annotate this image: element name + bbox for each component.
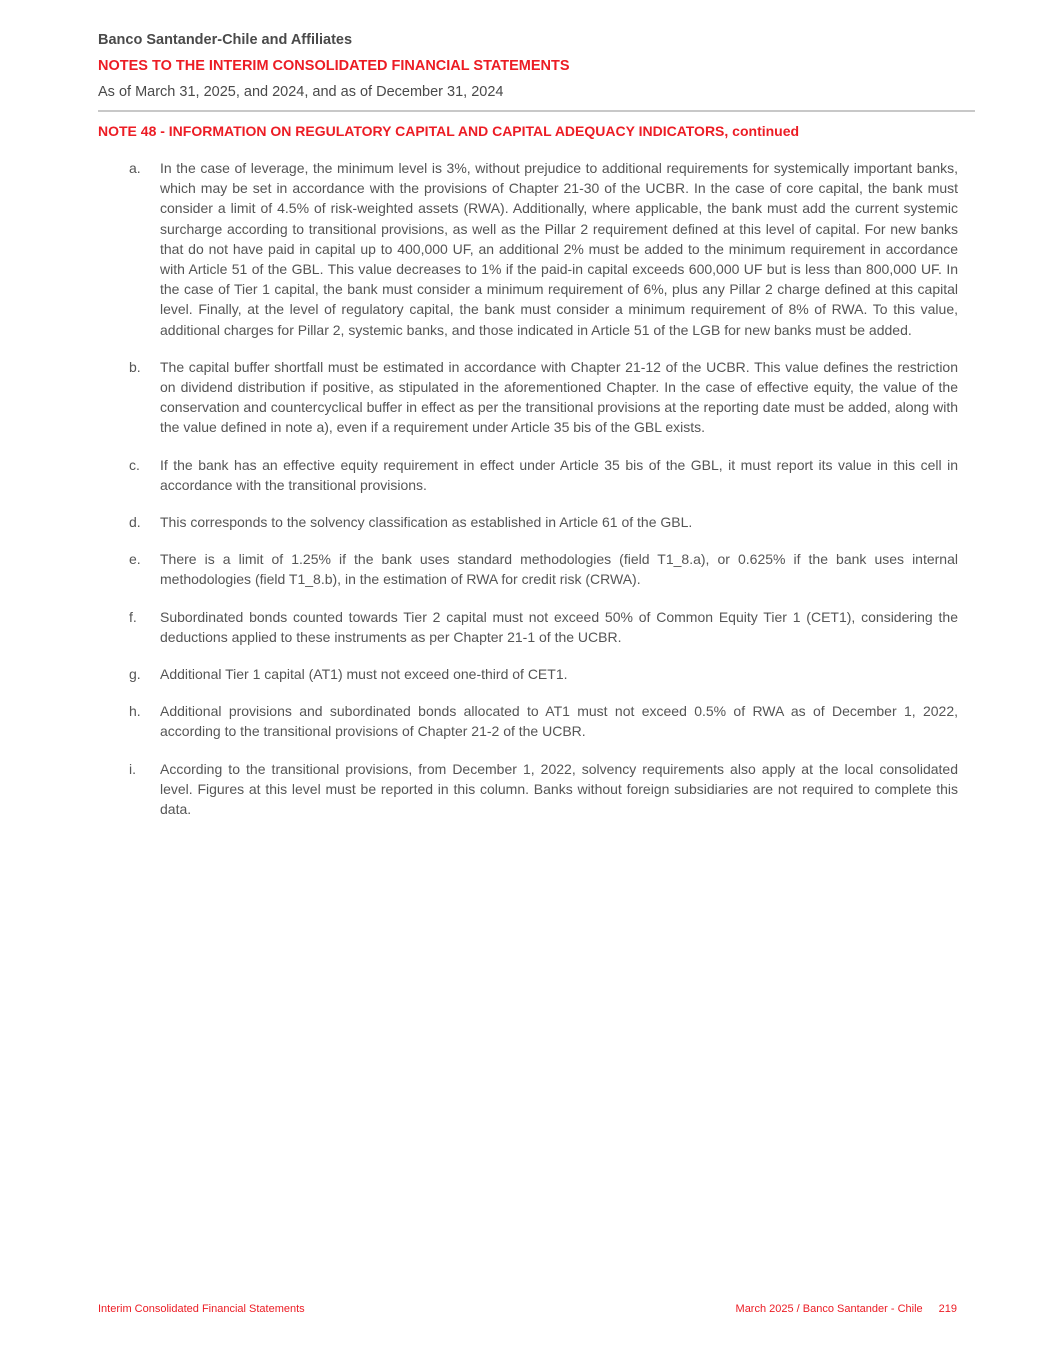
note-item xyxy=(98,701,958,741)
footer-right xyxy=(736,1301,957,1317)
note-letter: i. xyxy=(129,760,136,777)
footer-period: March 2025 / Banco Santander - Chile xyxy=(735,1303,923,1315)
note-item xyxy=(98,455,958,495)
note-item xyxy=(98,664,958,684)
document-title: NOTES TO THE INTERIM CONSOLIDATED FINANCIAL STATEMENTS xyxy=(98,58,570,74)
page-number: 219 xyxy=(938,1303,957,1315)
note-text: The capital buffer shortfall must be estimated in accordance with Chapter 21-12 of the UCBR. This value defines the restriction on dividend distribution if positive, as stipulated in the aforementioned Chapter. In the case of effective equity, the value of the conservation and countercyclical buffer in effect as per the transitional provisions at the reporting date must be added, along with the value defined in note a), even if a requirement under Article 35 bis of the GBL exists. xyxy=(160,358,958,436)
notes-list xyxy=(98,158,958,836)
note-letter: a. xyxy=(129,160,141,176)
note-letter: d. xyxy=(129,514,141,531)
header-divider xyxy=(98,110,975,112)
note-item xyxy=(98,512,958,532)
note-item xyxy=(98,607,958,647)
note-text: Additional Tier 1 capital (AT1) must not exceed one-third of CET1. xyxy=(160,666,568,683)
note-text: This corresponds to the solvency classification as established in Article 61 of the GBL. xyxy=(160,514,693,531)
footer-document-name: Interim Consolidated Financial Statements xyxy=(98,1303,305,1315)
reporting-date: As of March 31, 2025, and 2024, and as of December 31, 2024 xyxy=(98,84,504,100)
note-letter: f. xyxy=(129,608,137,625)
note-letter: c. xyxy=(129,456,140,473)
note-text: Subordinated bonds counted towards Tier 2 capital must not exceed 50% of Common Equity Tier 1 (CET1), considering the deductions applied to these instruments as per Chapter 21-1 of the UCBR. xyxy=(160,608,958,645)
note-text: Additional provisions and subordinated bonds allocated to AT1 must not exceed 0.5% of RWA as of December 1, 2022, according to the transitional provisions of Chapter 21-2 of the UCBR. xyxy=(160,703,958,740)
note-text: There is a limit of 1.25% if the bank uses standard methodologies (field T1_8.a), or 0.625% if the bank uses internal methodologies (field T1_8.b), in the estimation of RWA for credit risk (CRWA). xyxy=(160,551,958,588)
note-item xyxy=(98,357,958,438)
company-name: Banco Santander-Chile and Affiliates xyxy=(98,32,353,48)
note-item xyxy=(98,549,958,589)
note-text: If the bank has an effective equity requirement in effect under Article 35 bis of the GBL, it must report its value in this cell in accordance with the transitional provisions. xyxy=(160,456,958,493)
page-header xyxy=(98,30,975,102)
note-letter: h. xyxy=(129,703,141,720)
note-item xyxy=(98,759,958,820)
note-text: In the case of leverage, the minimum level is 3%, without prejudice to additional requirements for systemically important banks, which may be set in accordance with the provisions of Chapter 21-30 of the UCBR. In the case of core capital, the bank must consider a limit of 4.5% of risk-weighted assets (RWA). Additionally, where applicable, the bank must add the current systemic surcharge according to transitional provisions, as well as the Pillar 2 requirement defined at this level of capital. For new banks that do not have paid in capital up to 400,000 UF, an additional 2% must be added to the minimum requirement in accordance with Article 51 of the GBL. This value decreases to 1% if the paid-in capital exceeds 600,000 UF but is less than 800,000 UF. In the case of Tier 1 capital, the bank must consider a minimum requirement of 6%, plus any Pillar 2 charge defined at this capital level. Finally, at the level of regulatory capital, the bank must consider a minimum requirement of 8% of RWA. To this value, additional charges for Pillar 2, systemic banks, and those indicated in Article 51 of the LGB for new banks must be added. xyxy=(160,160,958,338)
note-item xyxy=(98,158,958,340)
note-text: According to the transitional provisions, from December 1, 2022, solvency requirements also apply at the local consolidated level. Figures at this level must be reported in this column. Banks without foreign subsidiaries are not required to complete this data. xyxy=(160,760,958,818)
note-title: NOTE 48 - INFORMATION ON REGULATORY CAPITAL AND CAPITAL ADEQUACY INDICATORS, continued xyxy=(98,123,800,139)
note-letter: g. xyxy=(129,666,141,683)
note-letter: e. xyxy=(129,551,141,568)
note-letter: b. xyxy=(129,358,141,375)
